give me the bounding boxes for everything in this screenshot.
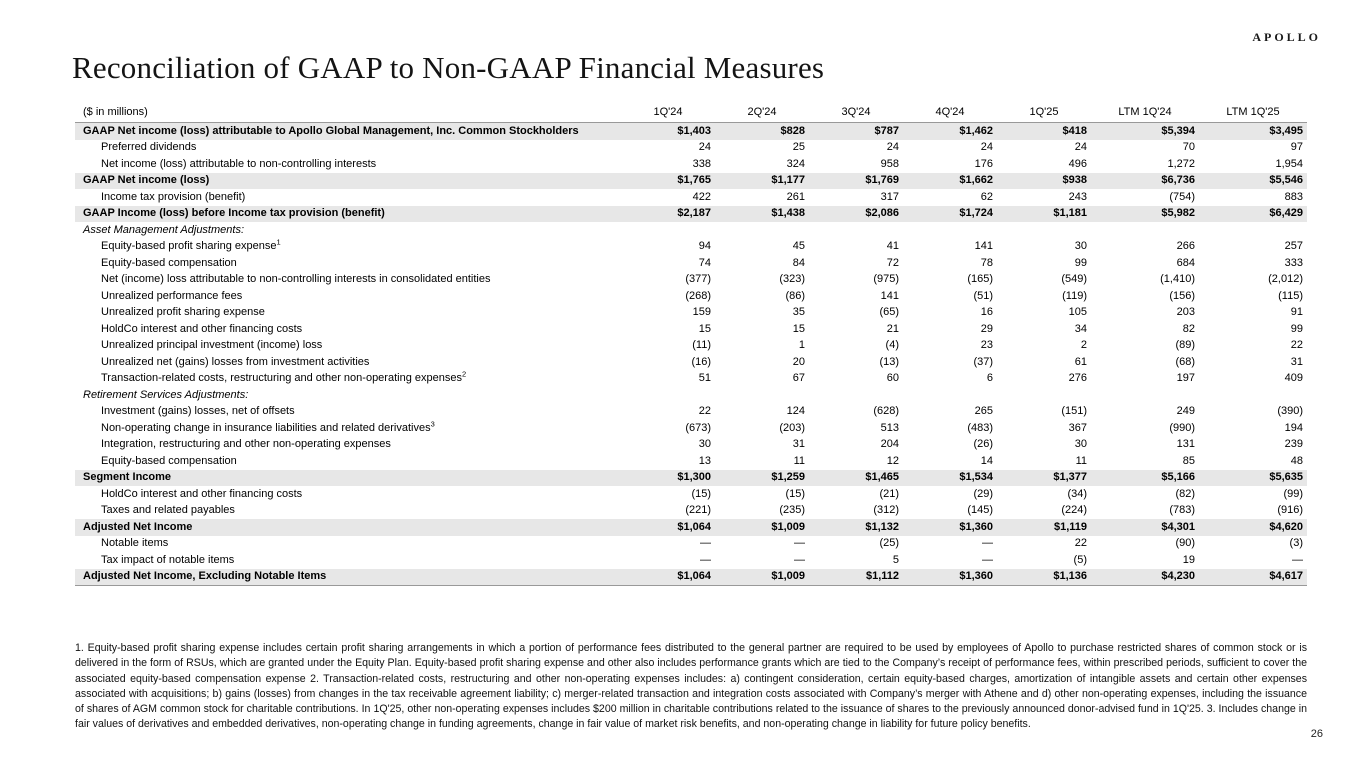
value-cell: 61 xyxy=(1074,355,1087,368)
value-cell: 338 xyxy=(692,157,711,170)
value-cell: $1,136 xyxy=(997,569,1091,586)
value-cell: (68) xyxy=(1175,355,1195,368)
value-cell: $4,301 xyxy=(1091,519,1199,536)
value-cell: (13) xyxy=(879,355,899,368)
value-cell: 99 xyxy=(1074,256,1087,269)
table-row xyxy=(75,404,1307,421)
value-cell: $5,166 xyxy=(1091,470,1199,487)
value-cell: 249 xyxy=(1176,405,1195,417)
value-cell: 30 xyxy=(1074,240,1087,252)
value-cell xyxy=(903,222,997,239)
value-cell: 91 xyxy=(1290,306,1303,318)
value-cell: 24 xyxy=(1074,141,1087,153)
value-cell xyxy=(1091,222,1199,239)
table-row xyxy=(75,305,1307,322)
value-cell: (29) xyxy=(973,487,993,500)
value-cell: (37) xyxy=(973,355,993,368)
value-cell: $1,438 xyxy=(715,206,809,223)
value-cell: 124 xyxy=(786,405,805,417)
value-cell: $1,009 xyxy=(715,519,809,536)
table-row xyxy=(75,470,1307,487)
value-cell: (224) xyxy=(1061,504,1087,516)
value-cell: 94 xyxy=(698,240,711,252)
value-cell: 5 xyxy=(892,553,899,566)
row-label: Asset Management Adjustments: xyxy=(83,223,245,236)
value-cell: 51 xyxy=(698,372,711,384)
value-cell: 684 xyxy=(1176,256,1195,269)
value-cell: (975) xyxy=(873,273,899,285)
value-cell: 48 xyxy=(1290,454,1303,467)
value-cell: 261 xyxy=(786,190,805,203)
value-cell: (89) xyxy=(1175,339,1195,351)
value-cell: $787 xyxy=(809,123,903,140)
column-header: LTM 1Q'25 xyxy=(1199,104,1307,123)
value-cell: $1,132 xyxy=(809,519,903,536)
value-cell: 243 xyxy=(1068,190,1087,203)
value-cell: $6,736 xyxy=(1091,173,1199,190)
value-cell: $2,086 xyxy=(809,206,903,223)
value-cell xyxy=(809,387,903,404)
table-header-row xyxy=(75,104,1307,123)
table-row xyxy=(75,206,1307,223)
row-label: Unrealized performance fees xyxy=(101,289,243,302)
value-cell: (4) xyxy=(885,339,899,351)
value-cell: $1,112 xyxy=(809,569,903,586)
value-cell: 24 xyxy=(980,141,993,153)
value-cell: $4,620 xyxy=(1199,519,1307,536)
value-cell: 67 xyxy=(792,372,805,384)
value-cell: — xyxy=(982,537,993,549)
value-cell: 70 xyxy=(1182,141,1195,153)
table-row xyxy=(75,189,1307,206)
table-row xyxy=(75,272,1307,289)
value-cell: $418 xyxy=(997,123,1091,140)
value-cell: 141 xyxy=(974,240,993,252)
value-cell: $1,377 xyxy=(997,470,1091,487)
value-cell: (549) xyxy=(1061,273,1087,285)
value-cell: 22 xyxy=(1290,339,1303,351)
value-cell: 41 xyxy=(886,240,899,252)
table-row xyxy=(75,437,1307,454)
value-cell: (235) xyxy=(779,504,805,516)
table-row xyxy=(75,239,1307,256)
value-cell: (82) xyxy=(1175,487,1195,500)
value-cell: $1,009 xyxy=(715,569,809,586)
footnote-ref: 3 xyxy=(430,418,435,428)
table-row xyxy=(75,255,1307,272)
value-cell: $1,300 xyxy=(621,470,715,487)
value-cell: $5,394 xyxy=(1091,123,1199,140)
column-header: 1Q'24 xyxy=(621,104,715,123)
value-cell: 24 xyxy=(886,141,899,153)
column-header: 4Q'24 xyxy=(903,104,997,123)
row-label: Investment (gains) losses, net of offsets xyxy=(101,405,295,417)
value-cell: $1,360 xyxy=(903,519,997,536)
value-cell: $938 xyxy=(997,173,1091,190)
value-cell: $1,177 xyxy=(715,173,809,190)
value-cell: (15) xyxy=(691,487,711,500)
value-cell: $1,360 xyxy=(903,569,997,586)
value-cell: (26) xyxy=(973,438,993,450)
table-row xyxy=(75,503,1307,520)
value-cell: 34 xyxy=(1074,322,1087,335)
row-label: Preferred dividends xyxy=(101,141,197,153)
units-label: ($ in millions) xyxy=(75,104,621,123)
row-label: Integration, restructuring and other non-operating expenses xyxy=(101,438,391,450)
column-header: 1Q'25 xyxy=(997,104,1091,123)
row-label: Transaction-related costs, restructuring and other non-operating expenses$^2$ xyxy=(101,369,467,384)
value-cell: 159 xyxy=(692,306,711,318)
value-cell: (115) xyxy=(1278,289,1303,302)
value-cell: $3,495 xyxy=(1199,123,1307,140)
value-cell xyxy=(1091,387,1199,404)
value-cell: 1 xyxy=(798,339,805,351)
value-cell: 16 xyxy=(980,306,993,318)
value-cell: (119) xyxy=(1062,289,1087,302)
row-label: Equity-based profit sharing expense$^1$ xyxy=(101,237,281,252)
value-cell: (99) xyxy=(1283,487,1303,500)
row-label: GAAP Net income (loss) xyxy=(75,173,621,190)
table-row xyxy=(75,354,1307,371)
row-label: Taxes and related payables xyxy=(101,504,235,516)
value-cell: 22 xyxy=(698,405,711,417)
row-label: Segment Income xyxy=(75,470,621,487)
row-label: Adjusted Net Income xyxy=(75,519,621,536)
table-row xyxy=(75,387,1307,404)
value-cell: $1,064 xyxy=(621,569,715,586)
value-cell: 21 xyxy=(886,322,899,335)
value-cell: $1,769 xyxy=(809,173,903,190)
value-cell: (15) xyxy=(785,487,805,500)
value-cell: 883 xyxy=(1284,190,1303,203)
value-cell: 45 xyxy=(792,240,805,252)
value-cell: (312) xyxy=(873,504,899,516)
value-cell: 367 xyxy=(1068,421,1087,434)
apollo-logo: APOLLO xyxy=(1252,30,1321,44)
value-cell: 20 xyxy=(792,355,805,368)
value-cell: (221) xyxy=(685,504,711,516)
value-cell: 35 xyxy=(792,306,805,318)
value-cell: 29 xyxy=(980,322,993,335)
row-label: GAAP Net income (loss) attributable to Apollo Global Management, Inc. Common Stockholders xyxy=(75,123,621,140)
value-cell xyxy=(1199,387,1307,404)
row-label: Notable items xyxy=(101,537,169,549)
value-cell: $1,465 xyxy=(809,470,903,487)
row-label: HoldCo interest and other financing costs xyxy=(101,487,303,500)
value-cell: $1,403 xyxy=(621,123,715,140)
value-cell: (16) xyxy=(691,355,711,368)
row-label: Net income (loss) attributable to non-controlling interests xyxy=(101,157,377,170)
value-cell: 422 xyxy=(692,190,711,203)
value-cell xyxy=(1199,222,1307,239)
value-cell: (673) xyxy=(685,421,711,434)
value-cell: (754) xyxy=(1169,190,1195,203)
reconciliation-table-container xyxy=(75,104,1307,586)
value-cell: 276 xyxy=(1068,372,1087,384)
row-label: Retirement Services Adjustments: xyxy=(83,388,249,401)
table-body xyxy=(75,123,1307,586)
value-cell xyxy=(903,387,997,404)
value-cell: (628) xyxy=(873,405,899,417)
row-label: Income tax provision (benefit) xyxy=(101,190,246,203)
value-cell: (268) xyxy=(685,289,711,302)
value-cell: 194 xyxy=(1284,421,1303,434)
value-cell: $1,724 xyxy=(903,206,997,223)
value-cell: (1,410) xyxy=(1160,273,1195,285)
value-cell: 1,954 xyxy=(1275,157,1303,170)
value-cell: (51) xyxy=(973,289,993,302)
value-cell: 496 xyxy=(1068,157,1087,170)
table-row xyxy=(75,321,1307,338)
row-label: Equity-based compensation xyxy=(101,454,237,467)
value-cell: $1,259 xyxy=(715,470,809,487)
value-cell: (156) xyxy=(1169,289,1195,302)
value-cell: — xyxy=(794,553,805,566)
value-cell: 11 xyxy=(1075,454,1087,467)
table-row xyxy=(75,569,1307,586)
value-cell: (151) xyxy=(1061,405,1087,417)
value-cell: $2,187 xyxy=(621,206,715,223)
value-cell: 99 xyxy=(1290,322,1303,335)
value-cell: 239 xyxy=(1284,438,1303,450)
value-cell: 78 xyxy=(980,256,993,269)
value-cell: 131 xyxy=(1176,438,1195,450)
reconciliation-table xyxy=(75,104,1307,586)
value-cell: 204 xyxy=(880,438,899,450)
value-cell: (377) xyxy=(685,273,711,285)
row-label: Equity-based compensation xyxy=(101,256,237,269)
value-cell: (783) xyxy=(1169,504,1195,516)
value-cell: $5,635 xyxy=(1199,470,1307,487)
value-cell: $4,617 xyxy=(1199,569,1307,586)
value-cell: 15 xyxy=(792,322,805,335)
value-cell: 197 xyxy=(1176,372,1195,384)
value-cell: $5,982 xyxy=(1091,206,1199,223)
value-cell: 82 xyxy=(1182,322,1195,335)
value-cell: 60 xyxy=(886,372,899,384)
value-cell: 14 xyxy=(980,454,993,467)
value-cell: $4,230 xyxy=(1091,569,1199,586)
table-head xyxy=(75,104,1307,123)
value-cell xyxy=(997,387,1091,404)
value-cell: 23 xyxy=(980,339,993,351)
value-cell: (25) xyxy=(879,537,899,549)
value-cell: 30 xyxy=(698,438,711,450)
value-cell: — xyxy=(982,553,993,566)
value-cell: 266 xyxy=(1176,240,1195,252)
value-cell: 72 xyxy=(886,256,899,269)
value-cell: 62 xyxy=(980,190,993,203)
value-cell: (65) xyxy=(879,306,899,318)
value-cell: 141 xyxy=(880,289,899,302)
value-cell: 19 xyxy=(1182,553,1195,566)
table-row xyxy=(75,222,1307,239)
value-cell: 22 xyxy=(1074,537,1087,549)
value-cell: 12 xyxy=(886,454,899,467)
value-cell: — xyxy=(794,537,805,549)
page-number: 26 xyxy=(1310,728,1323,740)
value-cell: (5) xyxy=(1073,553,1087,566)
value-cell: 409 xyxy=(1284,372,1303,384)
column-header: 2Q'24 xyxy=(715,104,809,123)
row-label: GAAP Income (loss) before Income tax provision (benefit) xyxy=(75,206,621,223)
footnote-ref: 1 xyxy=(276,237,281,247)
value-cell: 958 xyxy=(880,157,899,170)
value-cell: 13 xyxy=(698,454,711,467)
value-cell: 105 xyxy=(1068,306,1087,318)
value-cell: 24 xyxy=(698,141,711,153)
table-row xyxy=(75,453,1307,470)
table-row xyxy=(75,552,1307,569)
value-cell: — xyxy=(1292,553,1303,566)
value-cell: 176 xyxy=(974,157,993,170)
table-row xyxy=(75,288,1307,305)
value-cell: (3) xyxy=(1289,537,1303,549)
row-label: Unrealized profit sharing expense xyxy=(101,306,265,318)
table-row xyxy=(75,536,1307,553)
value-cell: (11) xyxy=(692,339,711,351)
value-cell: (390) xyxy=(1277,405,1303,417)
table-row xyxy=(75,156,1307,173)
value-cell: (323) xyxy=(779,273,805,285)
value-cell xyxy=(621,387,715,404)
value-cell: (90) xyxy=(1175,537,1195,549)
footnote-ref: 2 xyxy=(461,369,467,379)
value-cell: $5,546 xyxy=(1199,173,1307,190)
row-label: HoldCo interest and other financing costs xyxy=(101,322,303,335)
value-cell: (990) xyxy=(1169,421,1195,434)
value-cell xyxy=(997,222,1091,239)
value-cell: $6,429 xyxy=(1199,206,1307,223)
value-cell: $1,662 xyxy=(903,173,997,190)
value-cell: 84 xyxy=(792,256,805,269)
value-cell: (165) xyxy=(967,273,993,285)
value-cell: 333 xyxy=(1284,256,1303,269)
row-label: Net (income) loss attributable to non-controlling interests in consolidated entities xyxy=(101,273,491,285)
table-row xyxy=(75,371,1307,388)
value-cell: $1,534 xyxy=(903,470,997,487)
value-cell: 15 xyxy=(698,322,711,335)
value-cell: (916) xyxy=(1277,504,1303,516)
value-cell: 265 xyxy=(974,405,993,417)
row-label: Unrealized net (gains) losses from investment activities xyxy=(101,355,370,368)
row-label: Unrealized principal investment (income) loss xyxy=(101,339,323,351)
value-cell: (34) xyxy=(1067,487,1087,500)
value-cell: (2,012) xyxy=(1268,273,1303,285)
value-cell: — xyxy=(700,553,711,566)
value-cell: 1,272 xyxy=(1167,157,1195,170)
value-cell: (203) xyxy=(779,421,805,434)
value-cell: (145) xyxy=(967,504,993,516)
value-cell: 257 xyxy=(1284,240,1303,252)
value-cell: 513 xyxy=(880,421,899,434)
value-cell: $1,181 xyxy=(997,206,1091,223)
table-row xyxy=(75,338,1307,355)
value-cell: 97 xyxy=(1290,141,1303,153)
value-cell: 25 xyxy=(792,141,805,153)
footnotes: 1. Equity-based profit sharing expense includes certain profit sharing arrangements in which a portion of performance fees distributed to the general partner are required to be used by employees of Apollo to purchase restricted shares of common stock or is delivered in the form of RSUs, which are granted under the Equity Plan. Equity-based profit sharing expense and other also includes performance grants which are tied to the Company’s receipt of performance fees, within prescribed periods, sufficient to cover the associated equity-based compensation expense 2. Transaction-related costs, restructuring and other non-operating expenses includes: a) contingent consideration, certain equity-based charges, amortization of intangible assets and certain other expenses associated with acquisitions; b) gains (losses) from changes in the tax receivable agreement liability; c) merger-related transaction and integration costs associated with Company’s merger with Athene and d) other non-operating expenses, including the issuance of shares of AGM common stock for charitable contributions. In 1Q'25, other non-operating expenses includes $200 million in charitable contributions related to the issuance of shares to the previously announced donor-advised fund in 1Q'25. 3. Includes change in fair values of derivatives and embedded derivatives, non-operating change in funding agreements, change in fair value of market risk benefits, and non-operating change in liability for future policy benefits. xyxy=(75,642,1307,731)
table-row xyxy=(75,173,1307,190)
value-cell: 317 xyxy=(880,190,899,203)
column-header: 3Q'24 xyxy=(809,104,903,123)
value-cell: 324 xyxy=(786,157,805,170)
value-cell: 203 xyxy=(1176,306,1195,318)
value-cell: 74 xyxy=(698,256,711,269)
value-cell: 11 xyxy=(793,454,805,467)
value-cell xyxy=(715,222,809,239)
value-cell: (483) xyxy=(967,421,993,434)
page-title: Reconciliation of GAAP to Non-GAAP Financial Measures xyxy=(72,50,825,85)
value-cell xyxy=(621,222,715,239)
value-cell: $1,765 xyxy=(621,173,715,190)
value-cell xyxy=(715,387,809,404)
value-cell: — xyxy=(700,537,711,549)
row-label: Non-operating change in insurance liabilities and related derivatives$^3$ xyxy=(101,418,435,434)
table-row xyxy=(75,420,1307,437)
row-label: Tax impact of notable items xyxy=(101,553,235,566)
value-cell: 30 xyxy=(1074,438,1087,450)
table-row xyxy=(75,486,1307,503)
column-header: LTM 1Q'24 xyxy=(1091,104,1199,123)
value-cell: $1,064 xyxy=(621,519,715,536)
value-cell: 31 xyxy=(1290,355,1303,368)
value-cell: (86) xyxy=(785,289,805,302)
table-row xyxy=(75,123,1307,140)
value-cell: 6 xyxy=(986,372,993,384)
value-cell: (21) xyxy=(879,487,899,500)
value-cell: $828 xyxy=(715,123,809,140)
value-cell: 31 xyxy=(792,438,805,450)
table-row xyxy=(75,140,1307,157)
value-cell xyxy=(809,222,903,239)
value-cell: $1,462 xyxy=(903,123,997,140)
value-cell: $1,119 xyxy=(997,519,1091,536)
table-row xyxy=(75,519,1307,536)
value-cell: 85 xyxy=(1182,454,1195,467)
value-cell: 2 xyxy=(1080,339,1087,351)
row-label: Adjusted Net Income, Excluding Notable Items xyxy=(75,569,621,586)
